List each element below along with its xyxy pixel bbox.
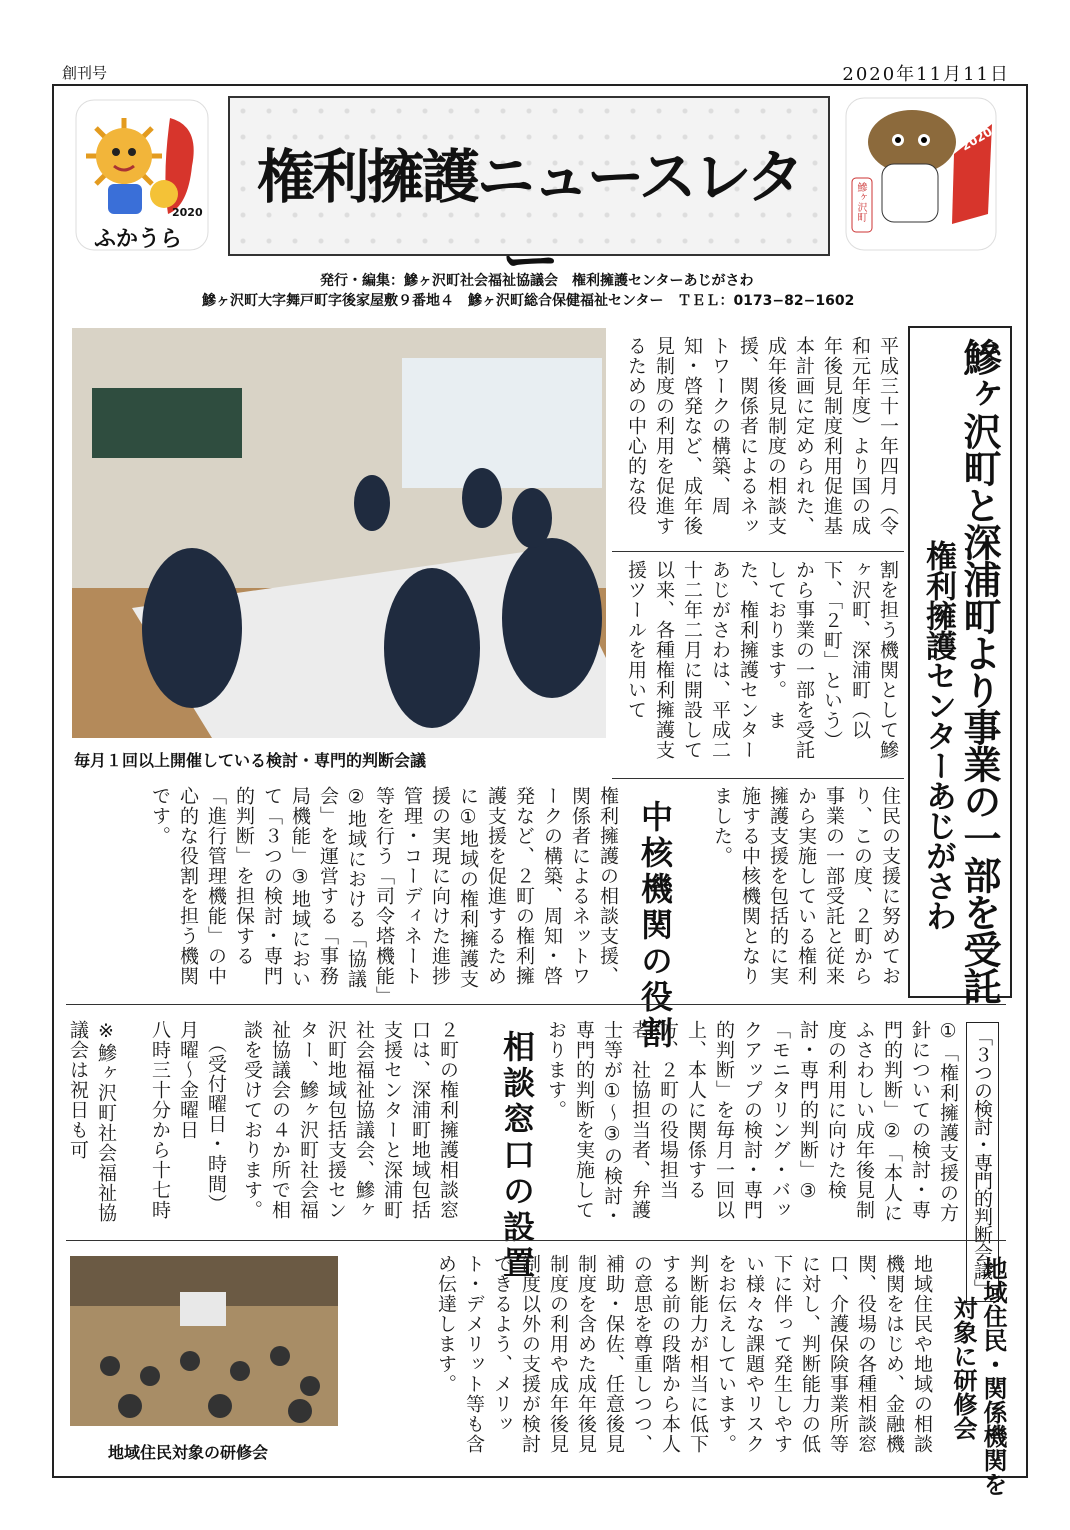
section-divider-2 xyxy=(66,1240,1006,1241)
main-headline-line1: 鰺ヶ沢町と深浦町より事業の一部を受託 xyxy=(957,338,1001,1004)
publisher-line-1: 発行・編集：鰺ヶ沢町社会福祉協議会 権利擁護センターあじがさわ xyxy=(320,273,754,289)
three-meetings-body: ①「権利擁護支援の方針についての検討・専門的判断」②「本人にふさわしい成年後見制度の利用に向けた検討・専門的判断」③「モニタリング・バックアップの検討・専門的判断」を毎月一回以上、本人に関係する方、２町の役場担当者、社協担当者、弁護士等が①〜③の検討・専門的判断を実施しております。 xyxy=(545,1020,959,1226)
main-headline-line2: 権利擁護センターあじがさわ xyxy=(920,540,956,930)
right-mascot-logo xyxy=(842,94,1000,254)
consult-body: ２町の権利擁護相談窓口は、深浦町地域包括支援センターと深浦町社会福祉協議会、鰺ヶ沢町地域包括支援センター、鰺ヶ沢町社会福祉協議会の４か所で相談を受けております。 xyxy=(241,1020,459,1220)
meeting-photo xyxy=(72,328,606,738)
right-mascot-year: 2020 xyxy=(958,124,995,154)
training-heading-line2: 対象に研修会 xyxy=(949,1296,977,1440)
newsletter-title: 権利擁護ニュースレター xyxy=(256,143,802,295)
consult-hours-time: 八時三十分から十七時 xyxy=(149,1020,171,1220)
issue-label: 創刊号 xyxy=(62,64,108,82)
article1-divider-1 xyxy=(612,551,904,552)
training-photo xyxy=(70,1256,338,1426)
consult-heading: 相談窓口の設置 xyxy=(498,1030,536,1282)
issue-date: 2020年11月11日 xyxy=(842,64,1010,85)
article1-mid: 割を担う機関として鰺ヶ沢町、深浦町（以下、「２町」という）から事業の一部を受託しております。 また、権利擁護センターあじがさわは、平成二十二年二月に開設して以来、各種権利擁護支援ツールを用いて xyxy=(625,560,899,760)
left-mascot-year: 2020 xyxy=(172,206,203,219)
publisher-line-2: 鰺ヶ沢町大字舞戸町字後家屋敷９番地４ 鰺ヶ沢町総合保健福祉センター ＴＥＬ：0173−82−1602 xyxy=(202,293,855,309)
section-divider-1 xyxy=(66,1004,1006,1005)
core-body: 権利擁護の相談支援、関係者によるネットワークの構築、周知・啓発など、２町の権利擁護支援を促進するために①地域の権利擁護支援の実現に向けた進捗管理・コーディネート等を行う「司令塔機能」②地域における「協議会」を運営する「事務局機能」③地域において「３つの検討・専門的判断」を担保する「進行管理機能」の中心的な役割を担う機関です。 xyxy=(149,786,619,997)
consult-hours-title: （受付曜日・時間） xyxy=(205,1034,227,1214)
training-heading-line1: 地域住民・関係機関を xyxy=(979,1256,1007,1496)
training-photo-caption: 地域住民対象の研修会 xyxy=(108,1443,269,1462)
consult-note: ※鰺ヶ沢町社会福祉協議会は祝日も可 xyxy=(67,1020,117,1223)
core-heading: 中核機関の役割 xyxy=(636,800,674,1052)
consult-hours-days: 月曜〜金曜日 xyxy=(177,1020,199,1140)
three-meetings-heading: 「３つの検討・専門的判断会議」 xyxy=(966,1022,999,1302)
article1-low: 住民の支援に努めており、この度、２町から事業の一部受託と従来から実施している権利擁護支援を包括的に実施する中核機関となりました。 xyxy=(711,786,901,986)
training-body: 地域住民や地域の相談機関をはじめ、金融機関、役場の各種相談窓口、介護保険事業所等に対し、判断能力の低下に伴って発生しやすい様々な課題やリスクをお伝えしています。 判断能力が相当に低下する前の段階から本人の意思を尊重しつつ、補助・保佐、任意後見制度を含めた成年後見制度の利用や成年後見制度以外の支援が検討できるよう、メリット・デメリット等も含め伝達します。 xyxy=(435,1254,933,1465)
meeting-photo-caption: 毎月１回以上開催している検討・専門的判断会議 xyxy=(74,751,427,770)
right-mascot-tag: 鰺ヶ沢町 xyxy=(855,182,866,222)
article1-divider-2 xyxy=(612,778,904,779)
article1-top: 平成三十一年四月（令和元年度）より国の成年後見制度利用促進基本計画に定められた、成年後見制度の相談支援、関係者によるネットワークの構築、周知・啓発など、成年後見制度の利用を促進するための中心的な役 xyxy=(625,336,899,536)
left-mascot-name: ふかうら xyxy=(94,227,183,252)
